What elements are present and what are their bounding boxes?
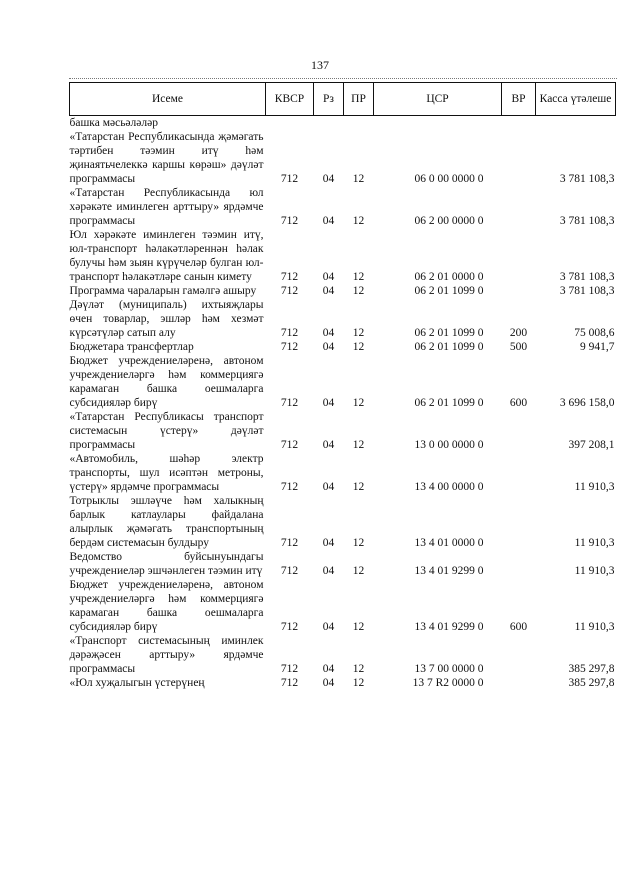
cell-csr: 13 0 00 0000 0 <box>414 439 484 451</box>
cell-name: Дәүләт (муниципаль) ихтыяҗлары өчен товарлар, эшләр һәм хезмәт күрсәтүләр сатып алу <box>69 299 264 339</box>
cell-pr: 12 <box>352 397 365 409</box>
cell-name: Программа чараларын гамәлгә ашыру <box>69 285 257 297</box>
cell-kvsr: 712 <box>280 397 299 409</box>
cell-amount: 75 008,6 <box>574 327 615 339</box>
cell-amount: 11 910,3 <box>574 481 615 493</box>
cell-pr: 12 <box>352 537 365 549</box>
cell-pr: 12 <box>352 285 365 297</box>
table-row <box>70 298 616 340</box>
table-row <box>70 578 616 634</box>
cell-kvsr: 712 <box>280 271 299 283</box>
cell-amount: 385 297,8 <box>568 677 615 689</box>
cell-name: «Татарстан Республикасында юл хәрәкәте иминлеген арттыру» ярдәмче программасы <box>69 187 264 227</box>
table-row <box>70 340 616 354</box>
cell-csr: 13 7 R2 0000 0 <box>412 677 484 689</box>
cell-csr: 06 2 01 1099 0 <box>414 327 484 339</box>
cell-vr <box>502 130 536 186</box>
table-row <box>70 130 616 186</box>
cell-csr: 13 7 00 0000 0 <box>414 663 484 675</box>
cell-csr: 06 0 00 0000 0 <box>414 173 484 185</box>
cell-kvsr: 712 <box>280 621 299 633</box>
cell-name: Бюджет учреждениеләренә, автоном учреждениеләргә һәм коммерциягә карамаган башка оешмаларга субсидияләр бирү <box>69 579 264 633</box>
table-row <box>70 494 616 550</box>
cell-name: «Татарстан Республикасы транспорт системасын үстерү» дәүләт программасы <box>69 411 264 451</box>
cell-name: Юл хәрәкәте иминлеген тәэмин итү, юл-транспорт һәлакәтләреннән һәлак булучы һәм зыян күрүчеләр булган юл-транспорт һәлакәтләре санын кимету <box>69 229 264 283</box>
cell-amount: 3 781 108,3 <box>559 271 615 283</box>
cell-vr <box>502 186 536 228</box>
cell-vr: 200 <box>509 327 528 339</box>
cell-csr: 06 2 01 1099 0 <box>414 397 484 409</box>
cell-amount: 11 910,3 <box>574 537 615 549</box>
table-row <box>70 354 616 410</box>
cell-amount: 397 208,1 <box>568 439 615 451</box>
cell-csr <box>374 116 502 131</box>
cell-pr: 12 <box>352 327 365 339</box>
table-row <box>70 228 616 284</box>
cell-rz: 04 <box>322 215 335 227</box>
budget-table <box>69 82 616 690</box>
cell-vr: 600 <box>509 621 528 633</box>
cell-rz: 04 <box>322 677 335 689</box>
cell-rz: 04 <box>322 327 335 339</box>
header-kvsr: КВСР <box>266 83 314 116</box>
top-rule <box>69 78 617 79</box>
cell-vr <box>502 228 536 284</box>
cell-amount: 3 781 108,3 <box>559 173 615 185</box>
table-row <box>70 550 616 578</box>
cell-rz: 04 <box>322 397 335 409</box>
cell-vr: 500 <box>509 341 528 353</box>
table-row <box>70 186 616 228</box>
cell-csr: 13 4 01 9299 0 <box>414 621 484 633</box>
cell-amount: 11 910,3 <box>574 621 615 633</box>
cell-amount: 3 781 108,3 <box>559 215 615 227</box>
page-number: 137 <box>311 58 329 72</box>
cell-pr: 12 <box>352 439 365 451</box>
cell-name: «Юл хуҗалыгын үстерүнең <box>69 677 205 689</box>
cell-csr: 13 4 00 0000 0 <box>414 481 484 493</box>
cell-rz <box>314 116 344 131</box>
cell-rz: 04 <box>322 663 335 675</box>
cell-pr: 12 <box>352 481 365 493</box>
cell-amount: 9 941,7 <box>580 341 615 353</box>
table-row <box>70 116 616 131</box>
cell-name: «Татарстан Республикасында җәмәгать тәртибен тәэмин итү һәм җинаятьчелеккә каршы көрәш» дәүләт программасы <box>69 131 264 185</box>
cell-kvsr <box>266 116 314 131</box>
cell-rz: 04 <box>322 621 335 633</box>
cell-pr: 12 <box>352 565 365 577</box>
header-vr: ВР <box>502 83 536 116</box>
cell-amount: 3 696 158,0 <box>559 397 615 409</box>
cell-name: Бюджетара трансфертлар <box>69 341 194 353</box>
cell-pr: 12 <box>352 271 365 283</box>
cell-amount <box>536 116 616 131</box>
cell-amount: 3 781 108,3 <box>559 285 615 297</box>
cell-kvsr: 712 <box>280 173 299 185</box>
cell-amount: 385 297,8 <box>568 663 615 675</box>
table-row <box>70 634 616 676</box>
cell-vr <box>502 550 536 578</box>
cell-pr: 12 <box>352 677 365 689</box>
cell-kvsr: 712 <box>280 341 299 353</box>
cell-vr <box>502 676 536 690</box>
cell-name: башка мәсьәләләр <box>69 117 158 129</box>
cell-name: «Автомобиль, шәһәр электр транспорты, шул исәптән метроны, үстерү» ярдәмче программасы <box>69 453 264 493</box>
cell-kvsr: 712 <box>280 677 299 689</box>
cell-name: Тотрыклы эшләүче һәм халыкның барлык катлаулары файдалана алырлык җәмәгать транспортының бердәм системасын булдыру <box>69 495 264 549</box>
cell-csr: 06 2 01 1099 0 <box>414 285 484 297</box>
table-header-row <box>70 83 616 116</box>
header-csr: ЦСР <box>374 83 502 116</box>
cell-pr: 12 <box>352 663 365 675</box>
table-row <box>70 284 616 298</box>
cell-kvsr: 712 <box>280 481 299 493</box>
cell-kvsr: 712 <box>280 285 299 297</box>
cell-pr: 12 <box>352 215 365 227</box>
cell-rz: 04 <box>322 481 335 493</box>
cell-amount: 11 910,3 <box>574 565 615 577</box>
cell-name: Бюджет учреждениеләренә, автоном учреждениеләргә һәм коммерциягә карамаган башка оешмаларга субсидияләр бирү <box>69 355 264 409</box>
cell-pr <box>344 116 374 131</box>
cell-csr: 13 4 01 0000 0 <box>414 537 484 549</box>
cell-kvsr: 712 <box>280 439 299 451</box>
header-pr: ПР <box>344 83 374 116</box>
table-row <box>70 452 616 494</box>
cell-rz: 04 <box>322 285 335 297</box>
cell-csr: 06 2 01 0000 0 <box>414 271 484 283</box>
cell-vr <box>502 284 536 298</box>
cell-csr: 06 2 01 1099 0 <box>414 341 484 353</box>
cell-rz: 04 <box>322 173 335 185</box>
cell-kvsr: 712 <box>280 565 299 577</box>
cell-vr <box>502 634 536 676</box>
cell-rz: 04 <box>322 439 335 451</box>
cell-rz: 04 <box>322 341 335 353</box>
cell-rz: 04 <box>322 271 335 283</box>
cell-vr <box>502 116 536 131</box>
header-name: Исеме <box>70 83 266 116</box>
table-row <box>70 410 616 452</box>
cell-vr <box>502 410 536 452</box>
cell-pr: 12 <box>352 621 365 633</box>
cell-name: «Транспорт системасының иминлек дәрәҗәсен арттыру» ярдәмче программасы <box>69 635 264 675</box>
cell-csr: 13 4 01 9299 0 <box>414 565 484 577</box>
cell-rz: 04 <box>322 565 335 577</box>
cell-csr: 06 2 00 0000 0 <box>414 215 484 227</box>
cell-vr <box>502 452 536 494</box>
cell-kvsr: 712 <box>280 537 299 549</box>
cell-name: Ведомство буйсынуындагы учреждениеләр эшчәнлеген тәэмин итү <box>69 551 264 577</box>
cell-rz: 04 <box>322 537 335 549</box>
cell-pr: 12 <box>352 341 365 353</box>
cell-kvsr: 712 <box>280 663 299 675</box>
header-rz: Рз <box>314 83 344 116</box>
table-row <box>70 676 616 690</box>
cell-kvsr: 712 <box>280 215 299 227</box>
cell-pr: 12 <box>352 173 365 185</box>
cell-vr <box>502 494 536 550</box>
cell-kvsr: 712 <box>280 327 299 339</box>
cell-vr: 600 <box>509 397 528 409</box>
header-amount: Касса үтәлеше <box>536 83 616 116</box>
